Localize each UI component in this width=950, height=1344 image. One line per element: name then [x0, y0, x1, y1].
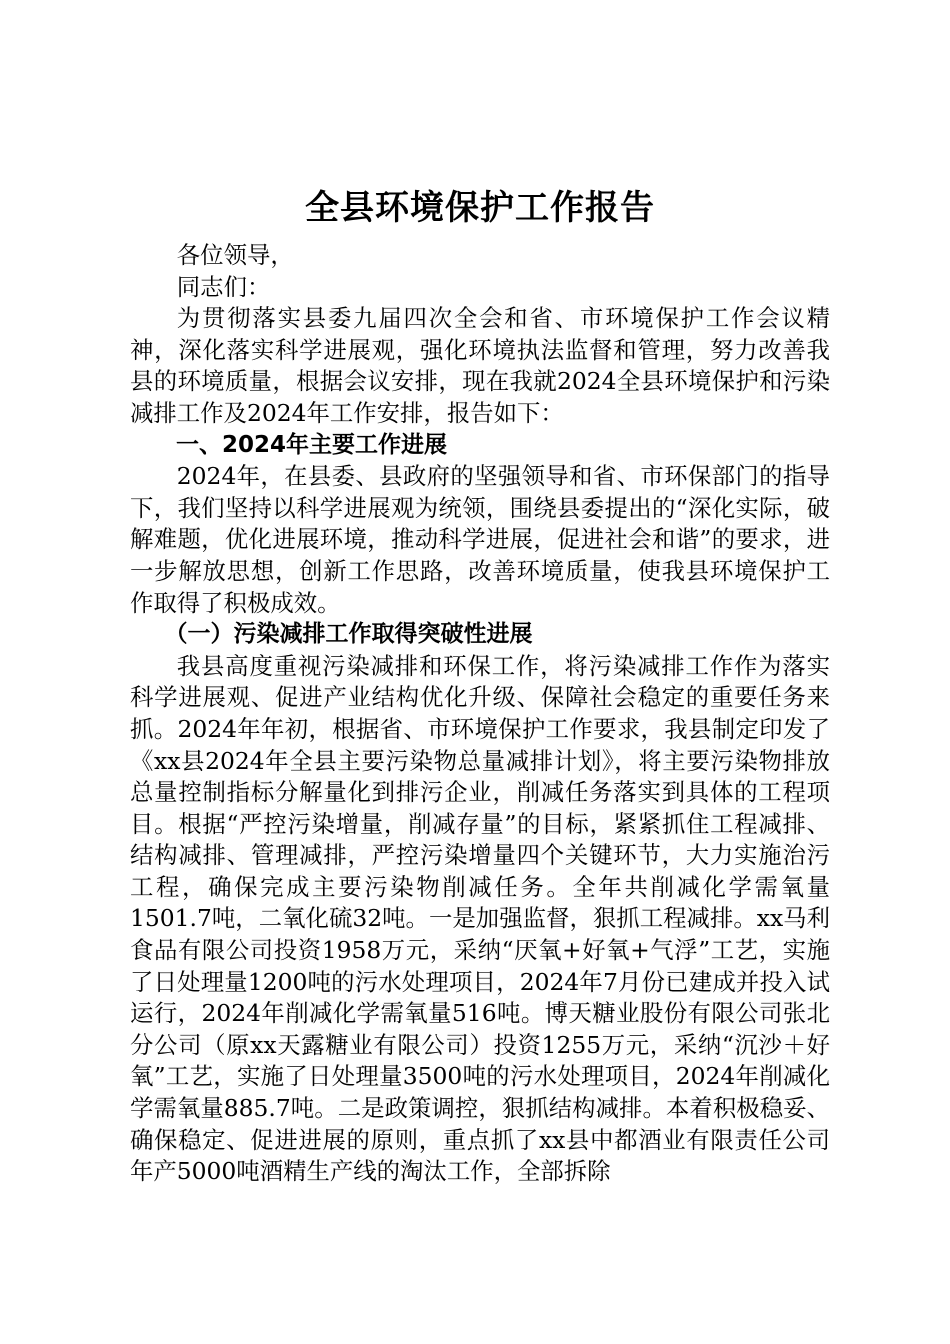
intro-paragraph: 为贯彻落实县委九届四次全会和省、市环境保护工作会议精神，深化落实科学进展观，强化环境执法监督和管理，努力改善我县的环境质量，根据会议安排，现在我就2024全县环境保护和污染减排工作及2024年工作安排，报告如下： — [130, 304, 830, 427]
document-body — [130, 182, 830, 1188]
subsection-1-paragraph: 我县高度重视污染减排和环保工作，将污染减排工作作为落实科学进展观、促进产业结构优化升级、保障社会稳定的重要任务来抓。2024年年初，根据省、市环境保护工作要求，我县制定印发了《xx县2024年全县主要污染物总量减排计划》，将主要污染物排放总量控制指标分解量化到排污企业，削减任务落实到具体的工程项目。根据“严控污染增量，削减存量”的目标，紧紧抓住工程减排、结构减排、管理减排，严控污染增量四个关键环节，大力实施治污工程，确保完成主要污染物削减任务。全年共削减化学需氧量1501.7吨，二氧化硫32吨。一是加强监督，狠抓工程减排。xx马利食品有限公司投资1958万元，采纳“厌氧+好氧+气浮”工艺，实施了日处理量1200吨的污水处理项目，2024年7月份已建成并投入试运行，2024年削减化学需氧量516吨。博天糖业股份有限公司张北分公司（原xx天露糖业有限公司）投资1255万元，采纳“沉沙＋好氧”工艺，实施了日处理量3500吨的污水处理项目，2024年削减化学需氧量885.7吨。二是政策调控，狠抓结构减排。本着积极稳妥、确保稳定、促进进展的原则，重点抓了xx县中都酒业有限责任公司年产5000吨酒精生产线的淘汰工作，全部拆除 — [130, 651, 830, 1186]
section-heading-1: 一、2024年主要工作进展 — [176, 431, 448, 458]
salutation-comrades: 同志们： — [176, 272, 271, 301]
subsection-heading-1: （一）污染减排工作取得突破性进展 — [164, 621, 533, 648]
document-title: 全县环境保护工作报告 — [305, 188, 655, 228]
section-1-paragraph: 2024年，在县委、县政府的坚强领导和省、市环保部门的指导下，我们坚持以科学进展观为统领，围绕县委提出的“深化实际，破解难题，优化进展环境，推动科学进展，促进社会和谐”的要求，进一步解放思想，创新工作思路，改善环境质量，使我县环境保护工作取得了积极成效。 — [130, 462, 830, 617]
salutation-leaders: 各位领导， — [176, 241, 294, 269]
